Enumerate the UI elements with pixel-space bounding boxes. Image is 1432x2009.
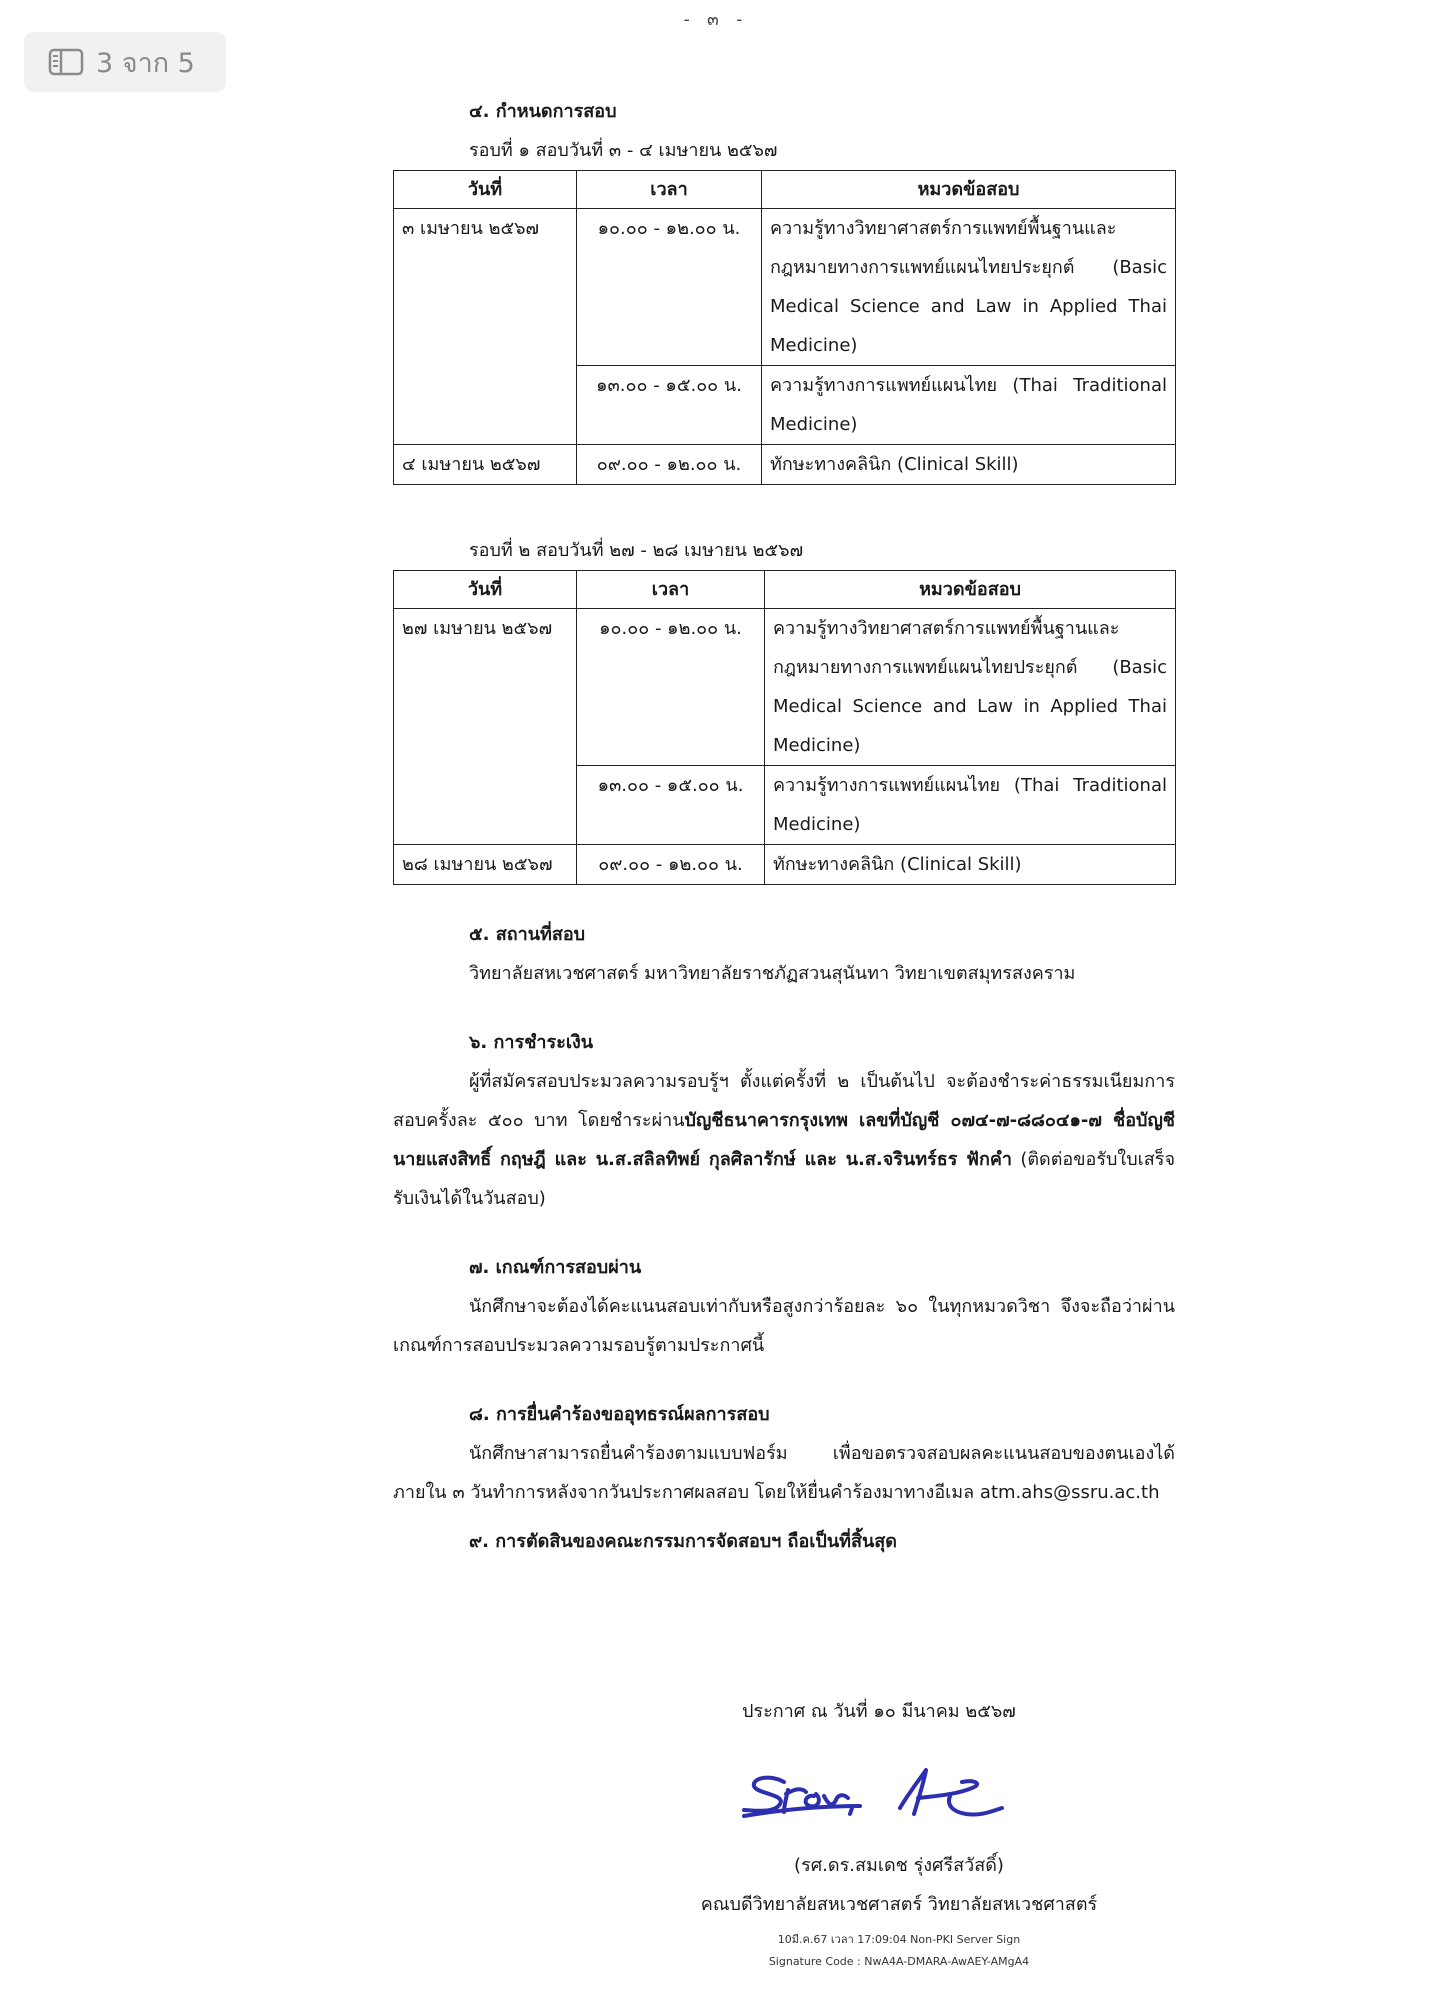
table-row (394, 845, 1176, 885)
date-cell: ๓ เมษายน ๒๕๖๗ (394, 209, 577, 445)
round-1-schedule-table (393, 170, 1176, 485)
signer-name: (รศ.ดร.สมเดช รุ่งศรีสวัสดิ์) (794, 1855, 1004, 1876)
table-header-row (394, 571, 1176, 609)
digital-signature-info (690, 1929, 1108, 1973)
date-cell: ๔ เมษายน ๒๕๖๗ (394, 445, 577, 485)
time-cell: ๐๙.๐๐ - ๑๒.๐๐ น. (577, 445, 762, 485)
round-2-title: รอบที่ ๒ สอบวันที่ ๒๗ - ๒๘ เมษายน ๒๕๖๗ (469, 540, 804, 561)
table-header-row (394, 171, 1176, 209)
column-header-subject: หมวดข้อสอบ (765, 571, 1176, 609)
signer-position: คณบดีวิทยาลัยสหเวชศาสตร์ วิทยาลัยสหเวชศาสตร์ (700, 1894, 1098, 1915)
date-cell: ๒๗ เมษายน ๒๕๖๗ (394, 609, 577, 845)
document-body (393, 92, 1175, 1561)
signature-code: Signature Code : NwA4A-DMARA-AwAEY-AMgA4 (768, 1955, 1030, 1968)
subject-cell: ทักษะทางคลินิก (Clinical Skill) (762, 445, 1176, 485)
round-2-schedule-table (393, 570, 1176, 885)
table-row (394, 445, 1176, 485)
sidebar-icon[interactable] (48, 48, 84, 76)
column-header-date: วันที่ (394, 571, 577, 609)
payment-text: ผู้ที่สมัครสอบประมวลความรอบรู้ฯ ตั้งแต่ครั้งที่ ๒ เป็นต้นไป จะต้องชำระค่าธรรมเนียมการสอบครั้งละ ๕๐๐ บาท โดยชำระผ่าน (393, 1071, 1175, 1131)
time-cell: ๑๐.๐๐ - ๑๒.๐๐ น. (577, 609, 765, 766)
receipt-note: (ติดต่อขอรับใบเสร็จรับเงินได้ในวันสอบ) (393, 1149, 1175, 1209)
bank-account-text: บัญชีธนาคารกรุงเทพ เลขที่บัญชี ๐๗๔-๗-๘๘๐๔๑-๗ ชื่อบัญชี นายแสงสิทธิ์ กฤษฎี และ น.ส.สลิลทิพย์ กุลศิลารักษ์ และ น.ส.จรินทร์ธร ฟักคำ (393, 1110, 1175, 1170)
section-8-heading: ๘. การยื่นคำร้องขออุทธรณ์ผลการสอบ (469, 1404, 770, 1425)
column-header-date: วันที่ (394, 171, 577, 209)
page-number: - ๓ - (683, 10, 749, 30)
section-6-text (393, 1062, 1175, 1218)
sign-timestamp: 10มี.ค.67 เวลา 17:09:04 Non-PKI Server Sign (777, 1933, 1021, 1946)
column-header-time: เวลา (577, 171, 762, 209)
subject-cell: ความรู้ทางวิทยาศาสตร์การแพทย์พื้นฐานและกฎหมายทางการแพทย์แผนไทยประยุกต์ (Basic Medical Science and Law in Applied Thai Medicine) (765, 609, 1176, 766)
time-cell: ๑๓.๐๐ - ๑๕.๐๐ น. (577, 766, 765, 845)
section-6-heading: ๖. การชำระเงิน (469, 1032, 594, 1053)
section-5-heading: ๕. สถานที่สอบ (469, 924, 586, 945)
subject-cell: ความรู้ทางวิทยาศาสตร์การแพทย์พื้นฐานและกฎหมายทางการแพทย์แผนไทยประยุกต์ (Basic Medical Science and Law in Applied Thai Medicine) (762, 209, 1176, 366)
section-7-text: นักศึกษาจะต้องได้คะแนนสอบเท่ากับหรือสูงกว่าร้อยละ ๖๐ ในทุกหมวดวิชา จึงจะถือว่าผ่านเกณฑ์การสอบประมวลความรอบรู้ตามประกาศนี้ (393, 1296, 1175, 1356)
date-cell: ๒๘ เมษายน ๒๕๖๗ (394, 845, 577, 885)
time-cell: ๑๓.๐๐ - ๑๕.๐๐ น. (577, 366, 762, 445)
column-header-subject: หมวดข้อสอบ (762, 171, 1176, 209)
subject-cell: ความรู้ทางการแพทย์แผนไทย (Thai Traditional Medicine) (765, 766, 1176, 845)
table-row (394, 609, 1176, 766)
handwritten-signature (740, 1760, 1050, 1844)
section-5-text: วิทยาลัยสหเวชศาสตร์ มหาวิทยาลัยราชภัฏสวนสุนันทา วิทยาเขตสมุทรสงคราม (469, 963, 1076, 984)
announcement-date: ประกาศ ณ วันที่ ๑๐ มีนาคม ๒๕๖๗ (742, 1701, 1016, 1722)
table-row (394, 209, 1176, 366)
subject-cell: ความรู้ทางการแพทย์แผนไทย (Thai Traditional Medicine) (762, 366, 1176, 445)
subject-cell: ทักษะทางคลินิก (Clinical Skill) (765, 845, 1176, 885)
page-indicator[interactable] (24, 32, 226, 92)
section-9-heading: ๙. การตัดสินของคณะกรรมการจัดสอบฯ ถือเป็นที่สิ้นสุด (469, 1531, 897, 1552)
time-cell: ๑๐.๐๐ - ๑๒.๐๐ น. (577, 209, 762, 366)
column-header-time: เวลา (577, 571, 765, 609)
signer-block (690, 1846, 1108, 1924)
section-4-heading: ๔. กำหนดการสอบ (469, 101, 617, 122)
section-8-text: นักศึกษาสามารถยื่นคำร้องตามแบบฟอร์ม เพื่อขอตรวจสอบผลคะแนนสอบของตนเองได้ภายใน ๓ วันทำการหลังจากวันประกาศผลสอบ โดยให้ยื่นคำร้องมาทางอีเมล atm.ahs@ssru.ac.th (393, 1443, 1175, 1503)
section-7-heading: ๗. เกณฑ์การสอบผ่าน (469, 1257, 642, 1278)
time-cell: ๐๙.๐๐ - ๑๒.๐๐ น. (577, 845, 765, 885)
round-1-title: รอบที่ ๑ สอบวันที่ ๓ - ๔ เมษายน ๒๕๖๗ (469, 140, 778, 161)
page-indicator-label: 3 จาก 5 (96, 47, 195, 79)
